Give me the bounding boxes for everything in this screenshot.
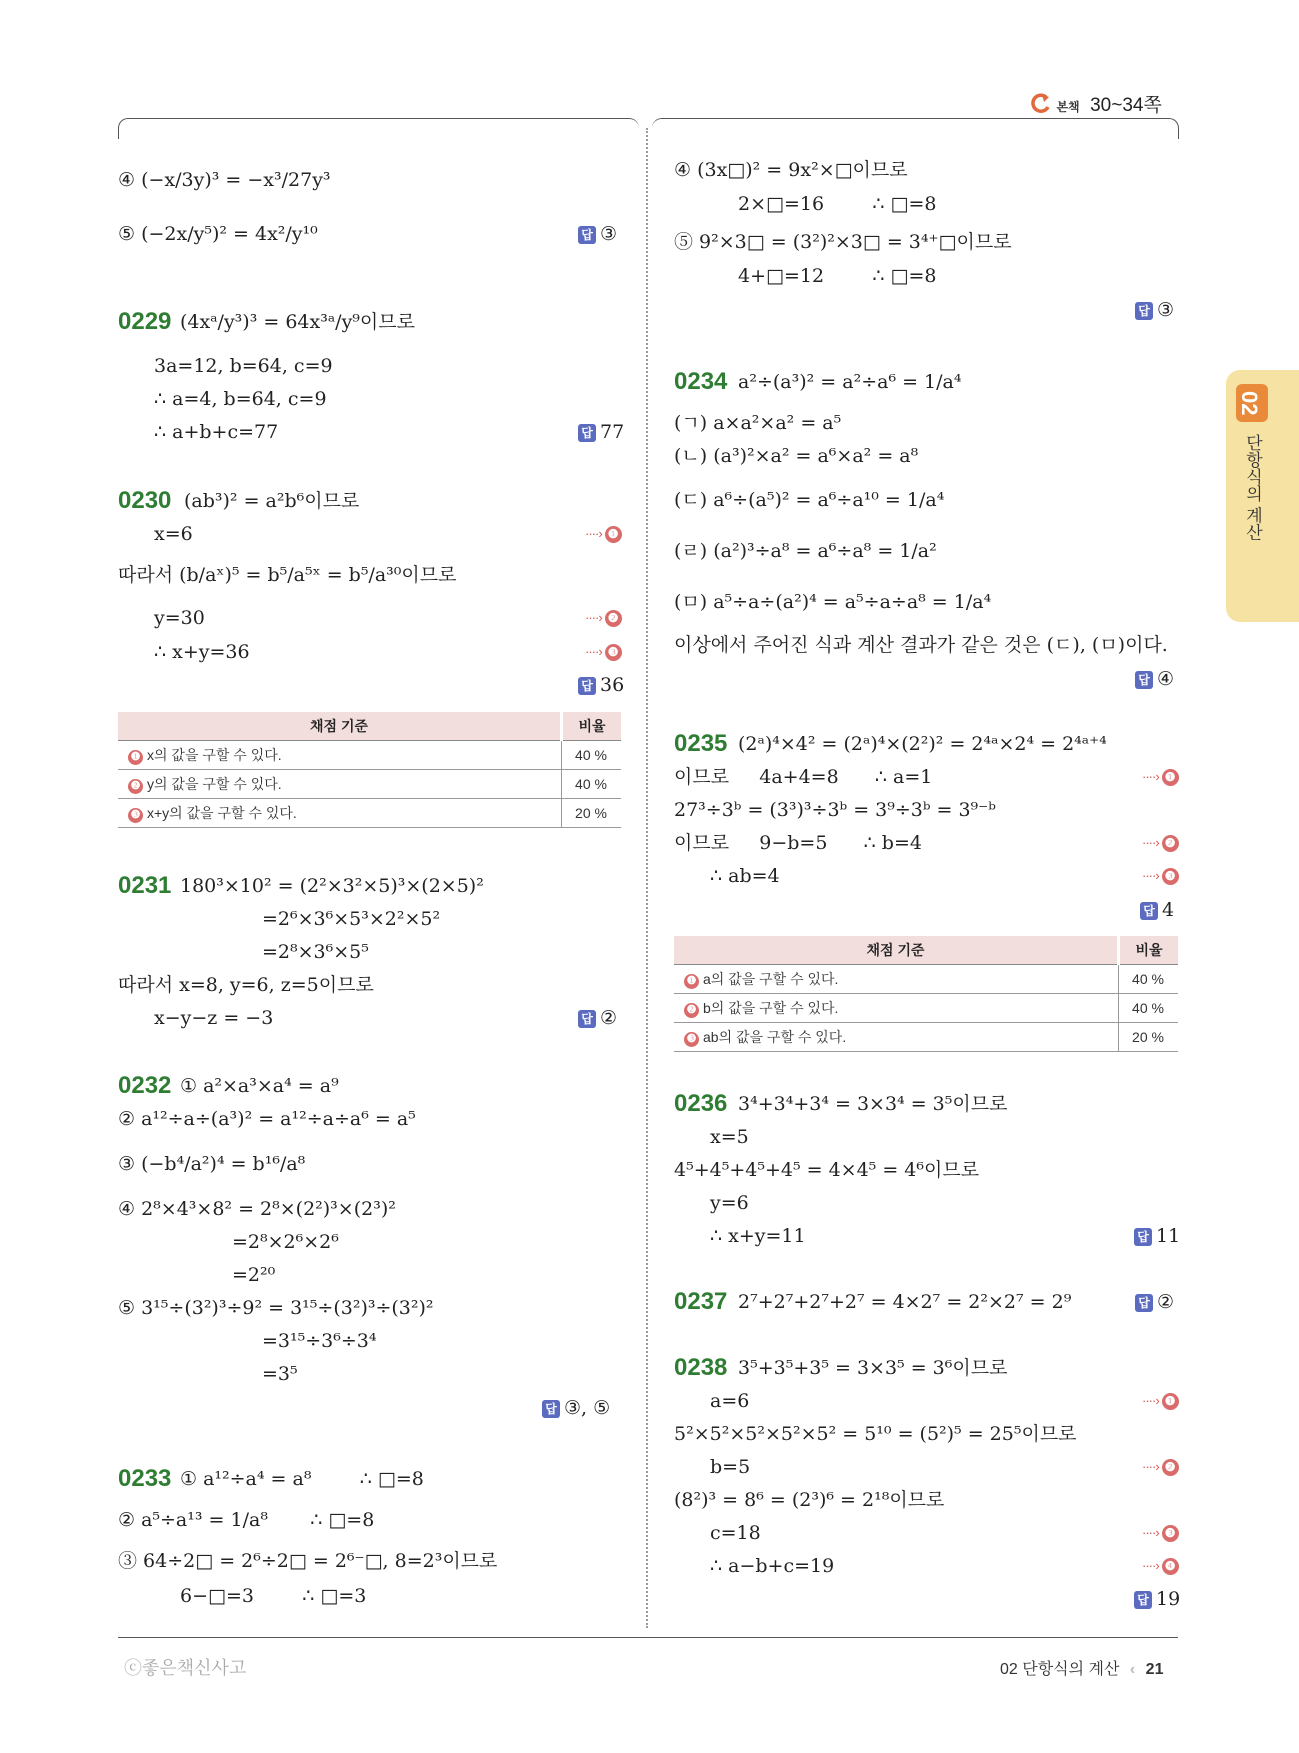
p0231-line2: =2⁶×3⁶×5³×2²×5²	[262, 908, 441, 930]
p0236-line5: ∴ x+y=11	[710, 1225, 806, 1247]
p0236-line2: x=5	[710, 1126, 749, 1148]
answer-tag-icon: 답	[578, 677, 596, 695]
answer-tag-icon: 답	[578, 226, 596, 244]
p0233-line1: ① a¹²÷a⁴ = a⁸ ∴ □=8	[180, 1468, 424, 1490]
p0237-line1: 2⁷+2⁷+2⁷+2⁷ = 4×2⁷ = 2²×2⁷ = 2⁹	[738, 1291, 1072, 1313]
problem-number-0233: 0233	[118, 1465, 172, 1492]
page-number: 21	[1145, 1661, 1164, 1678]
p0229-line1: (4xᵃ/y³)³ = 64x³ᵃ/y⁹이므로	[180, 311, 415, 333]
table-row: ❶ a의 값을 구할 수 있다. 40 %	[674, 965, 1178, 994]
grading-header-criteria: 채점 기준	[118, 712, 562, 741]
p0235-line5: ∴ ab=4	[710, 865, 780, 887]
problem-number-0238: 0238	[674, 1354, 728, 1381]
p0231-line3: =2⁸×3⁶×5⁵	[262, 941, 369, 963]
p0234-line2: (ㄱ) a×a²×a² = a⁵	[674, 412, 842, 434]
problem-number-0231: 0231	[118, 872, 172, 899]
p0232-line6: =2²⁰	[232, 1264, 276, 1286]
p0234-line7: 이상에서 주어진 식과 계산 결과가 같은 것은 (ㄷ), (ㅁ)이다.	[674, 634, 1168, 656]
answer-value: ④	[1157, 668, 1175, 690]
p0235-line3: 27³÷3ᵇ = (3³)³÷3ᵇ = 3⁹÷3ᵇ = 3⁹⁻ᵇ	[674, 799, 996, 821]
p0238-line1: 3⁵+3⁵+3⁵ = 3×3⁵ = 3⁶이므로	[738, 1357, 1008, 1379]
answer-value: ③	[1157, 299, 1175, 321]
table-row: ❶ x의 값을 구할 수 있다. 40 %	[118, 741, 621, 770]
step-marker-1: ····› ❶	[1142, 768, 1179, 786]
problem-number-0229: 0229	[118, 308, 172, 335]
problem-number-0232: 0232	[118, 1072, 172, 1099]
p0229-answer	[578, 420, 624, 444]
answer-tag-icon: 답	[578, 424, 596, 442]
footer-rule	[118, 1637, 1178, 1638]
p0229-line2: 3a=12, b=64, c=9	[154, 355, 333, 377]
step-marker-2: ····› ❷	[1142, 834, 1179, 852]
p0230-line2: x=6	[154, 523, 193, 545]
p0233b-line1: ④ (3x□)² = 9x²×□이므로	[674, 159, 908, 181]
p0231-line4: 따라서 x=8, y=6, z=5이므로	[118, 974, 374, 996]
p0238-line2: a=6	[710, 1390, 750, 1412]
p0229-line3: ∴ a=4, b=64, c=9	[154, 388, 327, 410]
page-range: 30~34쪽	[1090, 95, 1162, 116]
answer-tag-icon: 답	[1140, 902, 1158, 920]
p0235-line4: 이므로 9−b=5 ∴ b=4	[674, 832, 922, 854]
p0238-line5: (8²)³ = 8⁶ = (2³)⁶ = 2¹⁸이므로	[674, 1489, 945, 1511]
problem-number-0237: 0237	[674, 1288, 728, 1315]
table-row: ❷ b의 값을 구할 수 있다. 40 %	[674, 994, 1178, 1023]
p0230-line5: ∴ x+y=36	[154, 641, 250, 663]
p0232-line7: ⑤ 3¹⁵÷(3²)³÷9² = 3¹⁵÷(3²)³÷(3²)²	[118, 1297, 434, 1319]
p0230-line1: (ab³)² = a²b⁶이므로	[184, 490, 360, 512]
step-marker-2: ····› ❷	[1142, 1458, 1179, 1476]
answer-tag-icon: 답	[1135, 1294, 1153, 1312]
p0238-line3: 5²×5²×5²×5²×5² = 5¹⁰ = (5²)⁵ = 25⁵이므로	[674, 1423, 1077, 1445]
grading-table-0230	[118, 712, 621, 828]
p0233-line2: ② a⁵÷a¹³ = 1/a⁸ ∴ □=8	[118, 1509, 375, 1531]
answer-value: 77	[600, 421, 625, 443]
p0232-line1: ① a²×a³×a⁴ = a⁹	[180, 1075, 339, 1097]
problem-number-0236: 0236	[674, 1090, 728, 1117]
p0234-line5: (ㄹ) (a²)³÷a⁸ = a⁶÷a⁸ = 1/a²	[674, 540, 937, 562]
p0235-answer	[1140, 898, 1174, 922]
p0235-line1: (2ᵃ)⁴×4² = (2ᵃ)⁴×(2²)² = 2⁴ᵃ×2⁴ = 2⁴ᵃ⁺⁴	[738, 733, 1107, 755]
p0236-answer	[1134, 1224, 1180, 1248]
p0233b-line2: 2×□=16 ∴ □=8	[738, 193, 937, 215]
grading-table-0235	[674, 936, 1178, 1052]
p0238-line6: c=18	[710, 1522, 761, 1544]
p0234-line6: (ㅁ) a⁵÷a÷(a²)⁴ = a⁵÷a÷a⁸ = 1/a⁴	[674, 591, 992, 613]
p0233b-line3: ⑤ 9²×3□ = (3²)²×3□ = 3⁴⁺□이므로	[674, 231, 1012, 253]
table-row: ❸ x+y의 값을 구할 수 있다. 20 %	[118, 799, 621, 828]
p0232-line8: =3¹⁵÷3⁶÷3⁴	[262, 1330, 377, 1352]
book-label: 본책	[1056, 100, 1080, 114]
answer-tag-icon: 답	[1135, 671, 1153, 689]
p0232-line2: ② a¹²÷a÷(a³)² = a¹²÷a÷a⁶ = a⁵	[118, 1108, 416, 1130]
answer-tag-icon: 답	[1134, 1591, 1152, 1609]
footer-chapter: 02 단항식의 계산	[1000, 1661, 1120, 1678]
answer-tag-icon: 답	[1135, 302, 1153, 320]
p0229-line4: ∴ a+b+c=77	[154, 421, 279, 443]
chevron-left-icon: ‹	[1129, 1661, 1136, 1678]
chapter-number: 02	[1236, 384, 1268, 422]
answer-value: ③	[600, 223, 618, 245]
p0236-line3: 4⁵+4⁵+4⁵+4⁵ = 4×4⁵ = 4⁶이므로	[674, 1159, 980, 1181]
p0231-line5: x−y−z = −3	[154, 1007, 274, 1029]
p0238-line7: ∴ a−b+c=19	[710, 1555, 835, 1577]
footer-chapter-label	[1000, 1656, 1163, 1679]
p0236-line4: y=6	[710, 1192, 749, 1214]
p0234-line4: (ㄷ) a⁶÷(a⁵)² = a⁶÷a¹⁰ = 1/a⁴	[674, 489, 945, 511]
p0233b-line4: 4+□=12 ∴ □=8	[738, 265, 937, 287]
chapter-title: 단항식의 계산	[1243, 434, 1262, 541]
answer-value: 19	[1156, 1588, 1181, 1610]
problem-number-0234: 0234	[674, 368, 728, 395]
p0233-line4: 6−□=3 ∴ □=3	[180, 1585, 367, 1607]
problem-number-0235: 0235	[674, 730, 728, 757]
page-reference	[1030, 90, 1162, 120]
p0232-line4: ④ 2⁸×4³×8² = 2⁸×(2²)³×(2³)²	[118, 1198, 396, 1220]
step-marker-4: ····› ❹	[1142, 1557, 1179, 1575]
p0232-answer	[542, 1396, 610, 1420]
p0230-answer	[578, 673, 624, 697]
grading-header-criteria: 채점 기준	[674, 936, 1119, 965]
p0231-line1: 180³×10² = (2²×3²×5)³×(2×5)²	[180, 875, 484, 897]
right-frame-top	[652, 118, 1179, 139]
p0231-answer	[578, 1006, 617, 1030]
table-row: ❷ y의 값을 구할 수 있다. 40 %	[118, 770, 621, 799]
answer-tag-icon: 답	[1134, 1228, 1152, 1246]
p0237-answer	[1135, 1290, 1174, 1314]
p0232-line5: =2⁸×2⁶×2⁶	[232, 1231, 339, 1253]
table-row: ❸ ab의 값을 구할 수 있다. 20 %	[674, 1023, 1178, 1052]
column-divider	[646, 128, 648, 1628]
answer-value: ③, ⑤	[564, 1397, 611, 1419]
step-marker-1: ····› ❶	[585, 525, 622, 543]
publisher-copyright: ⓒ좋은책신사고	[124, 1658, 247, 1678]
p0230-line4: y=30	[154, 607, 205, 629]
p0238-line4: b=5	[710, 1456, 751, 1478]
p0228-answer	[578, 222, 617, 246]
step-marker-3: ····› ❸	[585, 643, 622, 661]
step-marker-3: ····› ❸	[1142, 1524, 1179, 1542]
answer-tag-icon: 답	[542, 1400, 560, 1418]
p0234-line3: (ㄴ) (a³)²×a² = a⁶×a² = a⁸	[674, 445, 919, 467]
answer-value: 36	[600, 674, 625, 696]
grading-header-ratio: 비율	[562, 712, 622, 741]
answer-value: 4	[1162, 899, 1175, 921]
left-frame-top	[118, 118, 639, 139]
arrow-icon	[1030, 93, 1052, 120]
answer-value: 11	[1156, 1225, 1181, 1247]
step-marker-2: ····› ❷	[585, 609, 622, 627]
p0235-line2: 이므로 4a+4=8 ∴ a=1	[674, 766, 933, 788]
p0234-line1: a²÷(a³)² = a²÷a⁶ = 1/a⁴	[738, 371, 962, 393]
p0233b-answer	[1135, 298, 1174, 322]
p0238-answer	[1134, 1587, 1180, 1611]
chapter-side-tab	[1226, 370, 1299, 622]
p0228-line5: ⑤ (−2x/y⁵)² = 4x²/y¹⁰	[118, 223, 318, 245]
p0236-line1: 3⁴+3⁴+3⁴ = 3×3⁴ = 3⁵이므로	[738, 1093, 1008, 1115]
step-marker-3: ····› ❸	[1142, 867, 1179, 885]
p0233-line3: ③ 64÷2□ = 2⁶÷2□ = 2⁶⁻□, 8=2³이므로	[118, 1550, 498, 1572]
p0228-line4: ④ (−x/3y)³ = −x³/27y³	[118, 169, 331, 191]
p0232-line3: ③ (−b⁴/a²)⁴ = b¹⁶/a⁸	[118, 1153, 306, 1175]
p0230-line3: 따라서 (b/aˣ)⁵ = b⁵/a⁵ˣ = b⁵/a³⁰이므로	[118, 564, 457, 586]
answer-value: ②	[1157, 1291, 1175, 1313]
answer-value: ②	[600, 1007, 618, 1029]
p0234-answer	[1135, 667, 1174, 691]
problem-number-0230: 0230	[118, 487, 172, 514]
answer-tag-icon: 답	[578, 1010, 596, 1028]
p0232-line9: =3⁵	[262, 1363, 298, 1385]
step-marker-1: ····› ❶	[1142, 1392, 1179, 1410]
grading-header-ratio: 비율	[1119, 936, 1179, 965]
